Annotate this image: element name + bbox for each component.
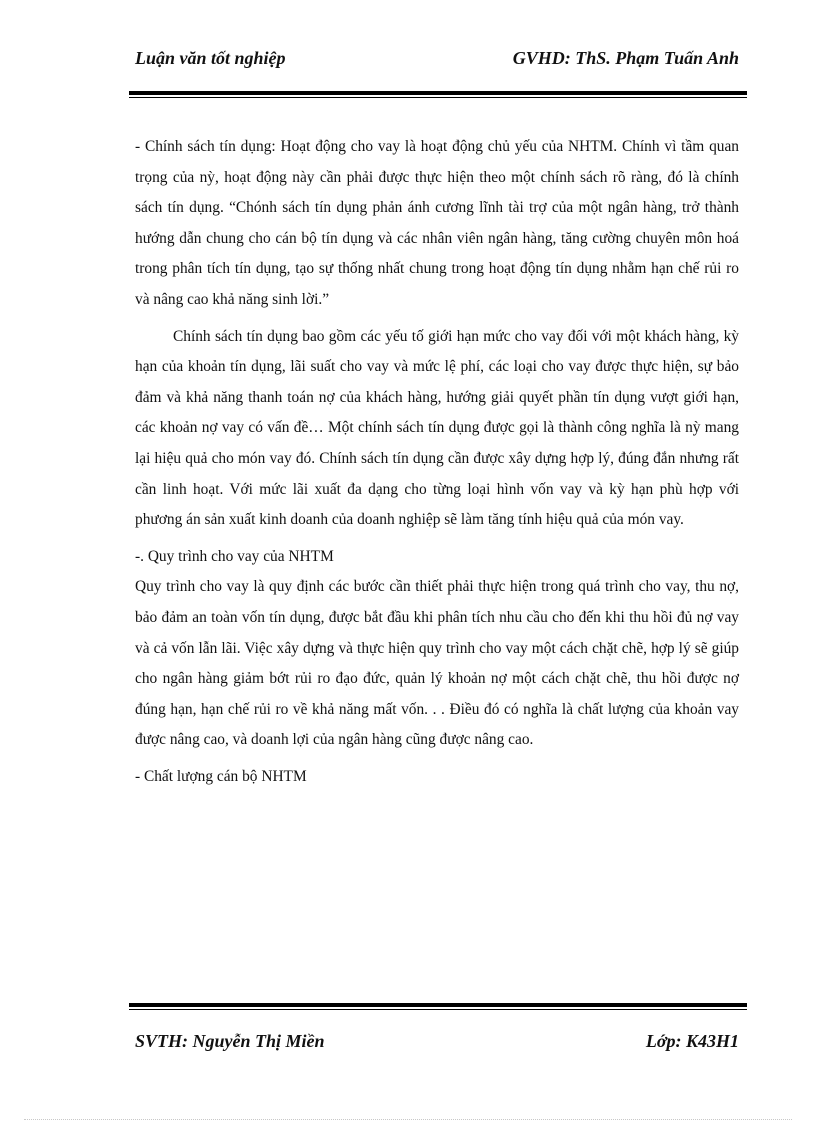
header-thesis-title: Luận văn tốt nghiệp [135,48,286,68]
page-header [135,48,739,69]
header-supervisor: GVHD: ThS. Phạm Tuấn Anh [512,48,739,68]
paragraph-credit-policy-elements: Chính sách tín dụng bao gồm các yếu tố giới hạn mức cho vay đối với một khách hàng, kỳ hạn của khoản tín dụng, lãi suất cho vay và mức lệ phí, các loại cho vay được thực hiện, sự bảo đảm và khả năng thanh toán nợ của khách hàng, hướng giải quyết phần tín dụng vượt giới hạn, các khoản nợ vay có vấn đề… Một chính sách tín dụng được gọi là thành công nghĩa là nỳ mang lại hiệu quả cho món vay đó. Chính sách tín dụng cần được xây dựng hợp lý, đúng đắn nhưng rất cần linh hoạt. Với mức lãi xuất đa dạng cho từng loại hình vốn vay và kỳ hạn phù hợp với phương án sản xuất kinh doanh của doanh nghiệp sẽ làm tăng tính hiệu quả của món vay. [135,327,739,529]
heading-lending-process: -. Quy trình cho vay của NHTM [135,547,334,565]
footer-class: Lớp: K43H1 [645,1031,739,1051]
paragraph-credit-policy: - Chính sách tín dụng: Hoạt động cho vay là hoạt động chủ yếu của NHTM. Chính vì tầm quan trọng của nỳ, hoạt động này cần phải được thực hiện theo một chính sách rõ ràng, đó là chính sách tín dụng. “Chónh sách tín dụng phản ánh cương lĩnh tài trợ của một ngân hàng, trở thành hướng dẫn chung cho cán bộ tín dụng và các nhân viên ngân hàng, tăng cường chuyên môn hoá trong phân tích tín dụng, tạo sự thống nhất chung trong hoạt động tín dụng nhằm hạn chế rủi ro và nâng cao khả năng sinh lời.” [135,138,739,308]
paragraph-lending-process: Quy trình cho vay là quy định các bước cần thiết phải thực hiện trong quá trình cho vay, thu nợ, bảo đảm an toàn vốn tín dụng, được bắt đầu khi phân tích nhu cầu cho đến khi thu hồi đủ nợ vay và cả vốn lẫn lãi. Việc xây dựng và thực hiện quy trình cho vay một cách chặt chẽ, hợp lý sẽ giúp cho ngân hàng giảm bớt rủi ro đạo đức, quản lý khoản nợ một cách chặt chẽ, thu hồi được nợ đúng hạn, hạn chế rủi ro về khả năng mất vốn. . . Điều đó có nghĩa là chất lượng của khoản vay được nâng cao, và doanh lợi của ngân hàng cũng được nâng cao. [135,578,739,749]
page-boundary [24,1119,792,1120]
footer-rule [129,1003,747,1010]
heading-staff-quality: - Chất lượng cán bộ NHTM [135,767,307,785]
footer-student: SVTH: Nguyễn Thị Miền [135,1031,325,1051]
page-body [135,132,739,792]
page-footer [135,1031,739,1052]
header-rule [129,91,747,98]
